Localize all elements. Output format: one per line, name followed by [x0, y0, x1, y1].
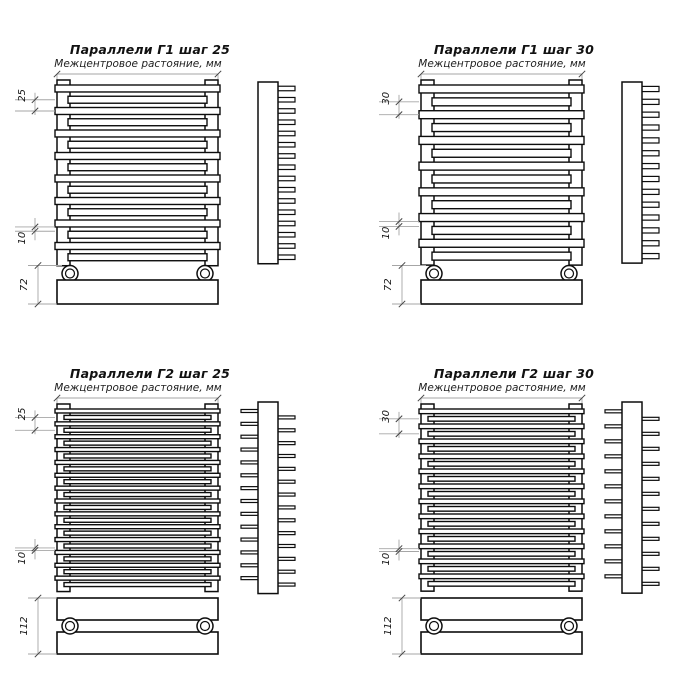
- gap-dimension-label: 10: [381, 552, 392, 566]
- riser-pipe-inner: [201, 269, 210, 278]
- step-dimension-label: 30: [381, 409, 392, 423]
- tube: [419, 162, 584, 170]
- gap-dimension-label: 10: [17, 231, 28, 245]
- tube: [428, 552, 575, 557]
- tube: [64, 583, 211, 587]
- tube-end: [276, 176, 295, 181]
- tube: [64, 467, 211, 471]
- tube-end: [241, 525, 260, 528]
- drawing-g2-step30: [364, 354, 700, 694]
- tube-end: [640, 138, 659, 143]
- tube-end: [605, 440, 624, 443]
- tube-end: [605, 455, 624, 458]
- span-dimension: [418, 395, 585, 404]
- tube-end: [605, 485, 624, 488]
- quadrant-g2-step25: [0, 354, 336, 694]
- tube: [68, 209, 207, 216]
- tube: [428, 462, 575, 467]
- gap-dimension: [379, 540, 419, 566]
- tube: [419, 469, 584, 474]
- tube-end: [640, 228, 659, 233]
- tube-end: [640, 254, 659, 259]
- tube: [55, 550, 220, 554]
- span-dimension: [54, 71, 221, 80]
- span-dimension: [418, 71, 585, 80]
- tube-end: [276, 154, 295, 159]
- tube-end: [605, 575, 624, 578]
- tube: [428, 492, 575, 497]
- dimension-caption: Межцентровое растояние, мм: [54, 382, 222, 394]
- tube: [64, 415, 211, 419]
- riser-pipe-inner: [430, 622, 439, 631]
- tube: [64, 454, 211, 458]
- tube-end: [640, 151, 659, 156]
- tube-end: [605, 545, 624, 548]
- tube-end: [276, 142, 295, 147]
- tube-end: [241, 499, 260, 502]
- tube: [432, 149, 571, 157]
- diagram-title: Параллели Г2 шаг 30: [433, 366, 595, 381]
- tube: [55, 576, 220, 580]
- depth-dimension-label: 72: [19, 278, 30, 292]
- tube-end: [276, 429, 295, 432]
- tube: [419, 499, 584, 504]
- tube: [428, 522, 575, 527]
- front-view: [55, 80, 220, 266]
- tube-end: [276, 187, 295, 192]
- tube-end: [276, 467, 295, 470]
- riser-pipe-inner: [66, 622, 75, 631]
- tube-row-plan: [421, 280, 582, 304]
- tube: [68, 231, 207, 238]
- tube: [419, 454, 584, 459]
- tube: [55, 175, 220, 182]
- tube-end: [276, 120, 295, 125]
- tube-end: [605, 560, 624, 563]
- step-dimension: [15, 89, 55, 115]
- tube-end: [640, 537, 659, 540]
- tube-end: [276, 544, 295, 547]
- tube: [419, 424, 584, 429]
- tube-end: [605, 515, 624, 518]
- tube: [428, 567, 575, 572]
- bottom-view: [383, 262, 582, 307]
- tube: [55, 85, 220, 92]
- riser-pipe-inner: [201, 622, 210, 631]
- tube-end: [276, 86, 295, 91]
- depth-dimension-label: 72: [383, 278, 394, 292]
- right-riser: [569, 80, 582, 265]
- front-view: [55, 404, 220, 592]
- tube-end: [241, 435, 260, 438]
- tube: [428, 432, 575, 437]
- tube-end: [276, 532, 295, 535]
- tube-end: [276, 416, 295, 419]
- tube: [55, 108, 220, 115]
- tube: [419, 136, 584, 144]
- tube-row-plan: [57, 632, 218, 654]
- tube-end: [276, 255, 295, 260]
- tube-end: [241, 487, 260, 490]
- tube: [55, 538, 220, 542]
- tube: [419, 544, 584, 549]
- step-dimension-label: 25: [17, 88, 28, 102]
- tube: [55, 130, 220, 137]
- tube-end: [276, 480, 295, 483]
- tube-end: [640, 447, 659, 450]
- gap-dimension-label: 10: [381, 226, 392, 240]
- tube-end: [640, 99, 659, 104]
- tube-end: [640, 112, 659, 117]
- riser-pipe-inner: [430, 269, 439, 278]
- tube-end: [241, 512, 260, 515]
- front-view: [419, 404, 584, 591]
- tube-end: [640, 176, 659, 181]
- tube: [432, 201, 571, 209]
- step-dimension: [379, 410, 419, 438]
- tube-end: [241, 577, 260, 580]
- tube: [64, 531, 211, 535]
- step-dimension-label: 30: [381, 91, 392, 105]
- riser-pipe-inner: [565, 622, 574, 631]
- tube-end: [640, 164, 659, 169]
- dimension-caption: Межцентровое растояние, мм: [418, 382, 586, 394]
- riser-pipe-inner: [66, 269, 75, 278]
- tube-end: [276, 506, 295, 509]
- tube: [64, 428, 211, 432]
- tube: [432, 175, 571, 183]
- tube-end: [605, 425, 624, 428]
- tube: [55, 422, 220, 426]
- riser-profile: [258, 402, 278, 594]
- tube-end: [241, 448, 260, 451]
- tube: [419, 409, 584, 414]
- tube-end: [640, 522, 659, 525]
- tube-end: [605, 530, 624, 533]
- tube: [419, 85, 584, 93]
- tube: [428, 582, 575, 587]
- tube-end: [276, 454, 295, 457]
- tube: [68, 141, 207, 148]
- tube-row-plan: [57, 598, 218, 620]
- tube-end: [276, 583, 295, 586]
- tube-end: [605, 470, 624, 473]
- tube: [428, 507, 575, 512]
- bottom-view: [383, 595, 582, 657]
- gap-dimension: [15, 539, 55, 565]
- drawing-g1-step25: [0, 30, 336, 370]
- tube: [55, 448, 220, 452]
- tube-end: [640, 189, 659, 194]
- diagram-title: Параллели Г1 шаг 30: [433, 42, 595, 57]
- tube: [55, 486, 220, 490]
- tube: [428, 447, 575, 452]
- tube: [68, 119, 207, 126]
- tube: [55, 153, 220, 160]
- riser-profile: [622, 402, 642, 593]
- tube-end: [276, 557, 295, 560]
- tube-end: [640, 202, 659, 207]
- quadrant-g1-step25: [0, 30, 336, 370]
- tube-end: [276, 131, 295, 136]
- tube: [428, 417, 575, 422]
- tube: [432, 226, 571, 234]
- gap-dimension: [15, 218, 55, 245]
- tube-end: [276, 442, 295, 445]
- tube: [55, 473, 220, 477]
- tube: [419, 514, 584, 519]
- riser-pipe-inner: [565, 269, 574, 278]
- gap-dimension: [379, 213, 419, 240]
- tube: [432, 124, 571, 132]
- tube: [55, 460, 220, 464]
- tube: [419, 239, 584, 247]
- tube: [64, 518, 211, 522]
- step-dimension: [379, 92, 419, 119]
- tube-end: [640, 492, 659, 495]
- tube: [68, 96, 207, 103]
- tube: [419, 484, 584, 489]
- tube-end: [241, 551, 260, 554]
- quadrant-g2-step30: [364, 354, 700, 694]
- tube: [55, 409, 220, 413]
- tube: [64, 505, 211, 509]
- tube-end: [640, 507, 659, 510]
- side-view: [605, 402, 659, 593]
- tube: [55, 525, 220, 529]
- depth-dimension-label: 112: [19, 616, 30, 636]
- tube: [64, 570, 211, 574]
- step-dimension-label: 25: [17, 407, 28, 421]
- tube: [64, 557, 211, 561]
- tube-end: [276, 221, 295, 226]
- riser-profile: [258, 82, 278, 264]
- tube-end: [276, 97, 295, 102]
- tube-end: [640, 215, 659, 220]
- tube: [55, 243, 220, 250]
- tube-end: [640, 582, 659, 585]
- left-riser: [421, 80, 434, 265]
- tube: [432, 98, 571, 106]
- diagram-title: Параллели Г1 шаг 25: [69, 42, 231, 57]
- tube-end: [276, 199, 295, 204]
- quadrant-g1-step30: [364, 30, 700, 370]
- drawing-g2-step25: [0, 354, 336, 694]
- tube: [428, 537, 575, 542]
- tube: [64, 544, 211, 548]
- tube-end: [241, 409, 260, 412]
- dimension-caption: Межцентровое растояние, мм: [54, 58, 222, 70]
- tube: [68, 186, 207, 193]
- tube: [55, 220, 220, 227]
- tube-end: [640, 432, 659, 435]
- tube: [428, 477, 575, 482]
- tube: [55, 499, 220, 503]
- tube: [64, 480, 211, 484]
- tube-end: [640, 477, 659, 480]
- tube-end: [241, 564, 260, 567]
- tube: [419, 529, 584, 534]
- tube-end: [241, 538, 260, 541]
- diagram-title: Параллели Г2 шаг 25: [69, 366, 231, 381]
- depth-dimension-label: 112: [383, 616, 394, 636]
- tube-end: [241, 474, 260, 477]
- tube: [68, 254, 207, 261]
- tube-end: [241, 422, 260, 425]
- tube: [419, 188, 584, 196]
- tube-end: [640, 241, 659, 246]
- tube: [55, 563, 220, 567]
- tube-end: [605, 500, 624, 503]
- span-dimension: [54, 395, 221, 404]
- tube: [419, 574, 584, 579]
- step-dimension: [15, 407, 55, 434]
- tube-end: [241, 461, 260, 464]
- tube: [64, 493, 211, 497]
- tube-end: [640, 552, 659, 555]
- tube: [55, 435, 220, 439]
- tube: [419, 111, 584, 119]
- tube-end: [276, 109, 295, 114]
- gap-dimension-label: 10: [17, 551, 28, 565]
- tube-end: [640, 567, 659, 570]
- front-view: [419, 80, 584, 265]
- tube-end: [276, 244, 295, 249]
- tube-end: [276, 165, 295, 170]
- tube-end: [640, 125, 659, 130]
- tube: [55, 198, 220, 205]
- tube-end: [276, 519, 295, 522]
- tube: [64, 441, 211, 445]
- tube-end: [276, 493, 295, 496]
- tube-row-plan: [421, 632, 582, 654]
- tube-end: [276, 210, 295, 215]
- tube-end: [276, 570, 295, 573]
- riser-profile: [622, 82, 642, 263]
- bottom-view: [19, 595, 218, 657]
- tube: [68, 164, 207, 171]
- bottom-view: [19, 262, 218, 307]
- tube-row-plan: [421, 598, 582, 620]
- tube: [55, 512, 220, 516]
- tube-end: [605, 410, 624, 413]
- dimension-caption: Межцентровое растояние, мм: [418, 58, 586, 70]
- tube: [419, 439, 584, 444]
- tube-row-plan: [57, 280, 218, 304]
- tube: [419, 559, 584, 564]
- tube: [432, 252, 571, 260]
- tube-end: [640, 86, 659, 91]
- tube-end: [640, 462, 659, 465]
- side-view: [622, 82, 659, 263]
- side-view: [241, 402, 295, 594]
- side-view: [258, 82, 295, 264]
- drawing-g1-step30: [364, 30, 700, 370]
- tube: [419, 214, 584, 222]
- tube-end: [276, 232, 295, 237]
- tube-end: [640, 417, 659, 420]
